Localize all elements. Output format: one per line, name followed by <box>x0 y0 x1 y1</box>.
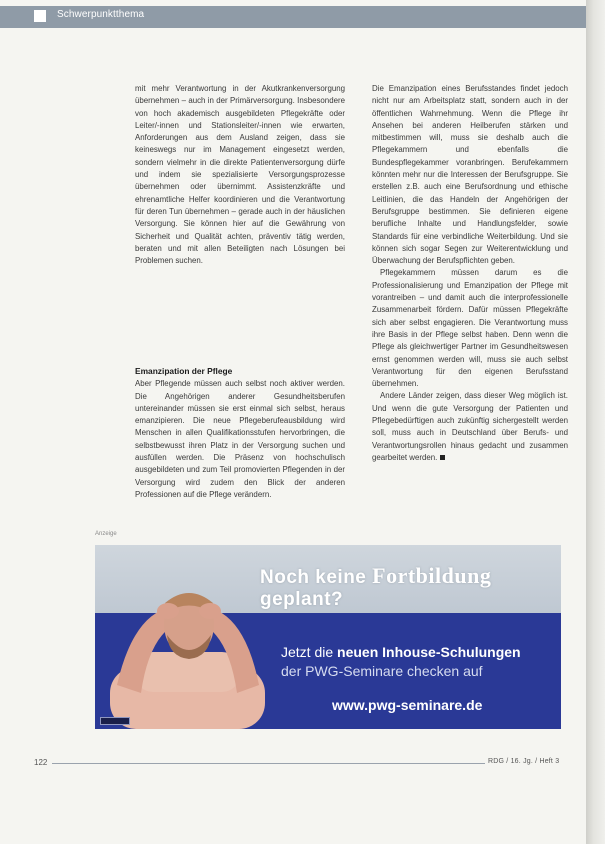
ad-url-link[interactable]: www.pwg-seminare.de <box>332 697 483 713</box>
left-column-top <box>135 83 345 267</box>
journal-reference: RDG / 16. Jg. / Heft 3 <box>488 758 560 765</box>
second-paragraph: Aber Pflegende müssen auch selbst noch aktiver werden. Die Angehörigen anderer Gesundheitsberufen untereinander müssen sie erst einmal sich selbst, heraus emanzipieren. Die neue Pflegeberufeausbildung wird Menschen in allen Qualifikationsstufen hervorbringen, die selbstbewusst ihren Platz in der Versorgung suchen und ausfüllen werden. Die Präsenz von hochschulisch ausgebildeten und zum Teil promovierten Pflegenden in der Versorgung wird zudem den Blick der anderen Professionen auf die Pflege verändern. <box>135 379 345 499</box>
left-column-bottom <box>135 365 345 501</box>
section-label: Schwerpunktthema <box>57 9 145 20</box>
ad-headline <box>260 563 561 611</box>
ad-sub-bold: neuen Inhouse-Schulungen <box>337 644 521 660</box>
right-paragraph-2: Pflegekammern müssen darum es die Professionalisierung und Emanzipation der Pflege mit vorantreiben – und damit auch die interprofessionelle Zusammenarbeit fördern. Dafür müssen Pflegekräfte sich aber selbst engagieren. Die Verantwortung muss ihre Basis in der Pflege selbst haben. Denn wenn die Pflege als gleichwertiger Partner im Gesundheitswesen ernst genommen werden will, muss sie auch selbst Verantwortung für den eigenen Berufsstand übernehmen. <box>372 268 568 389</box>
subheading: Emanzipation der Pflege <box>135 366 233 376</box>
right-paragraph-1: Die Emanzipation eines Berufsstandes findet jedoch nicht nur am Arbeitsplatz statt, sondern auch in der öffentlichen Wahrnehmung. Wenn die Pflege ihr Ansehen bei anderen Heilberufen stärken und mitbestimmen will, muss sie deshalb auch die Pflegekammern und ebenfalls die Bundespflegekammer voranbringen. Berufekammern könnten mehr nur die Interessen der Berufsgruppe. Sie erstellen z.B. auch eine Berufsordnung und ethische Leitlinien, die das Handeln der Angehörigen der Berufsgruppe bestimmen. Sie definieren eigene berufliche Inhalte und Handlungsfelder, sowie Standards für eine verbindliche Weiterbildung. Und sie können sich sogar Segen zur Weiterentwicklung und Überwachung der Berufspflichten geben. <box>372 84 568 266</box>
footer-rule <box>52 763 485 764</box>
ad-headline-pre: Noch keine <box>260 567 373 588</box>
ad-subline-1 <box>281 644 521 660</box>
page-edge-shadow <box>586 0 605 844</box>
ad-subline-2: der PWG-Seminare checken auf <box>281 663 483 679</box>
section-square-icon <box>34 10 46 22</box>
intro-paragraph: mit mehr Verantwortung in der Akutkrankenversorgung übernehmen – auch in der Primärversorgung. Insbesondere von hoch akademisch ausgebildeten Pflegekräfte oder Leiter/-innen und Stationsleiter/-innen wie erwarten, Anforderungen aus dem Ausland zeigen, dass sie keineswegs nur im Management eingesetzt werden, sondern vielmehr in die direkte Patientenversorgung dürfe und indem sie spezialisierte Versorgungsprozesse übernehmen oder übernimmt. Assistenzkräfte und ehrenamtliche Helfer koordinieren und die Verantwortung für deren Tun übernehmen – gerade auch in der häuslichen Versorgung. Sie können hier auf die Gewährung von Sicherheit und Qualität achten, präventiv tätig werden, beraten und mit allen Beteiligten nach Lösungen bei Problemen suchen. <box>135 84 345 266</box>
publisher-logo <box>100 717 130 725</box>
end-of-article-icon <box>440 455 445 460</box>
ad-headline-post: geplant? <box>260 589 344 610</box>
page-number: 122 <box>34 758 48 767</box>
ad-banner[interactable] <box>95 545 561 729</box>
right-paragraph-3 <box>372 390 568 464</box>
ad-headline-emph: Fortbildung <box>372 563 492 588</box>
right-paragraph-3-text: Andere Länder zeigen, dass dieser Weg möglich ist. Und wenn die gute Versorgung der Patienten und Pflegebedürftigen auch zukünftig sichergestellt werden soll, muss auch in Deutschland über Berufs- und Verantwortungsrollen hinaus gedacht und zusammen gearbeitet werden. <box>372 391 568 462</box>
right-column <box>372 83 568 464</box>
ad-sub-pre: Jetzt die <box>281 644 338 660</box>
ad-label: Anzeige <box>95 531 117 537</box>
